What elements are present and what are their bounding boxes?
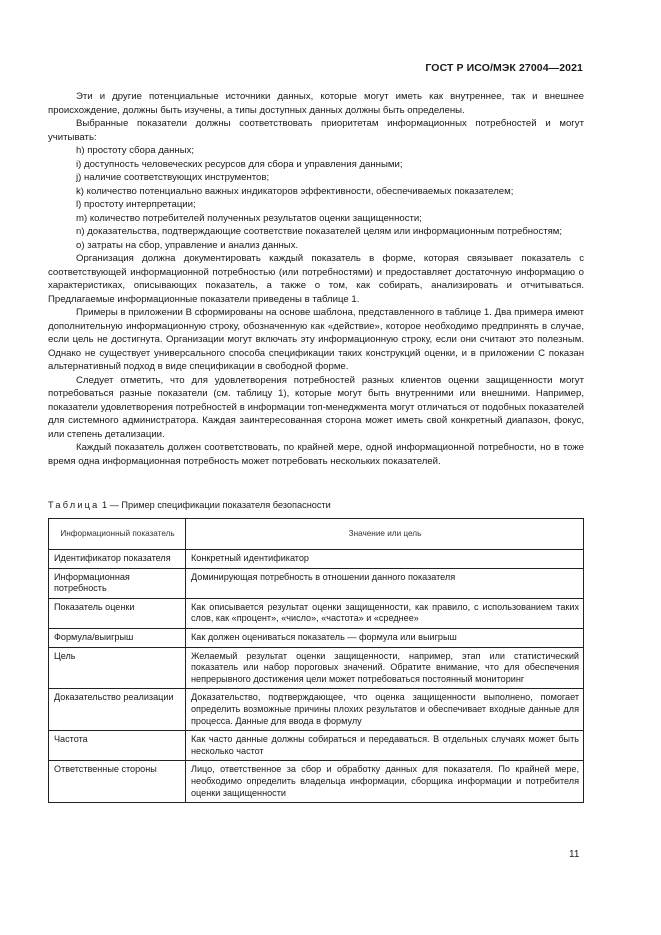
table-caption-label: Таблица [48, 500, 100, 510]
list-item: n) доказательства, подтверждающие соответствие показателей целям или информационным потребностям; [76, 226, 563, 237]
table-cell-value: Как должен оцениваться показатель — формула или выигрыш [186, 628, 584, 647]
page-number: 11 [569, 849, 580, 860]
table-cell-value: Доказательство, подтверждающее, что оценка защищенности выполнено, помогает определить возможные причины плохих результатов и обеспечивает входные данные для процесса. Данные для ввода в формулу [186, 689, 584, 731]
table-cell-indicator: Ответственные стороны [49, 761, 186, 803]
table-caption-text: 1 — Пример спецификации показателя безопасности [99, 500, 331, 510]
table-header-cell: Значение или цель [186, 519, 584, 550]
body-text [48, 90, 584, 468]
paragraph: Выбранные показатели должны соответствовать приоритетам информационных потребностей и могут учитывать: [48, 118, 584, 143]
paragraph: Организация должна документировать каждый показатель в форме, которая связывает показатель с соответствующей информационной потребностью (или потребностями) и предоставляет достаточную информацию о характеристиках, описывающих показатель, а также о том, как собирать, анализировать и отчитываться. Предлагаемые информационные показатели приведены в таблице 1. [48, 253, 584, 305]
table-cell-value: Как описывается результат оценки защищенности, как правило, с использованием таких слов, как «процент», «число», «частота» и «среднее» [186, 598, 584, 628]
paragraph: Каждый показатель должен соответствовать, по крайней мере, одной информационной потребности, но в тоже время одна информационная потребность может потребовать нескольких показателей. [48, 442, 584, 467]
paragraph: Следует отметить, что для удовлетворения потребностей разных клиентов оценки защищенности могут потребоваться разные показатели (см. таблицу 1), которые могут быть внутренними или внешними. Например, показатели удовлетворения потребностей в информации топ-менеджмента могут отличаться от подобных показателей для системного администратора. Каждая заинтересованная сторона может иметь свой конкретный диапазон, фокус, или степень детализации. [48, 374, 584, 440]
table-row [49, 731, 584, 761]
table-row [49, 761, 584, 803]
table-row [49, 628, 584, 647]
list-item: o) затраты на сбор, управление и анализ данных. [76, 239, 299, 251]
table-cell-indicator: Формула/выигрыш [49, 628, 186, 647]
table-caption [48, 500, 331, 510]
table-cell-indicator: Идентификатор показателя [49, 550, 186, 569]
table-cell-indicator: Информационная потребность [49, 568, 186, 598]
table-header-cell: Информационный показатель [49, 519, 186, 550]
table-header-row [49, 519, 584, 550]
table-row [49, 647, 584, 689]
indicator-spec-table [48, 518, 584, 803]
table-row [49, 550, 584, 569]
list-item: j) наличие соответствующих инструментов; [76, 172, 270, 183]
table-cell-value: Лицо, ответственное за сбор и обработку данных для показателя. По крайней мере, необходимо определить владельца информации, сборщика информации и потребителя оценки защищенности [186, 761, 584, 803]
list-item: m) количество потребителей полученных результатов оценки защищенности; [76, 212, 422, 224]
paragraph: Примеры в приложении В сформированы на основе шаблона, представленного в таблице 1. Два примера имеют дополнительную информационную строку, обозначенную как «действие», которое необходимо предпринять в случае, если цель не достигнута. Организации могут включать эту информационную строку, если они считают это полезным. Однако не существует универсального способа спецификации таких конструкций оценки, и в приложении С показан альтернативный подход в виде спецификации в свободной форме. [48, 307, 584, 372]
table-cell-value: Желаемый результат оценки защищенности, например, этап или статистический показатель или набор пороговых значений. Обратите внимание, что для обеспечения непрерывного достижения цели может потребоваться постоянный мониторинг [186, 647, 584, 689]
table-row [49, 598, 584, 628]
table-cell-indicator: Цель [49, 647, 186, 689]
table-row [49, 568, 584, 598]
table-row [49, 689, 584, 731]
document-header-standard: ГОСТ Р ИСО/МЭК 27004—2021 [425, 62, 583, 74]
table-cell-indicator: Показатель оценки [49, 598, 186, 628]
table-cell-value: Доминирующая потребность в отношении данного показателя [186, 568, 584, 598]
table-cell-value: Как часто данные должны собираться и передаваться. В отдельных случаях может быть несколько частот [186, 731, 584, 761]
table-cell-value: Конкретный идентификатор [186, 550, 584, 569]
list-item: h) простоту сбора данных; [76, 145, 195, 156]
list-item: i) доступность человеческих ресурсов для сбора и управления данными; [76, 158, 403, 170]
table-cell-indicator: Доказательство реализации [49, 689, 186, 731]
paragraph: Эти и другие потенциальные источники данных, которые могут иметь как внутреннее, так и внешнее происхождение, должны быть изучены, а типы доступных данных должны быть определены. [48, 91, 584, 116]
table-cell-indicator: Частота [49, 731, 186, 761]
list-item: k) количество потенциально важных индикаторов эффективности, обеспечиваемых показателем; [76, 185, 514, 197]
list-item: l) простоту интерпретации; [76, 199, 196, 210]
